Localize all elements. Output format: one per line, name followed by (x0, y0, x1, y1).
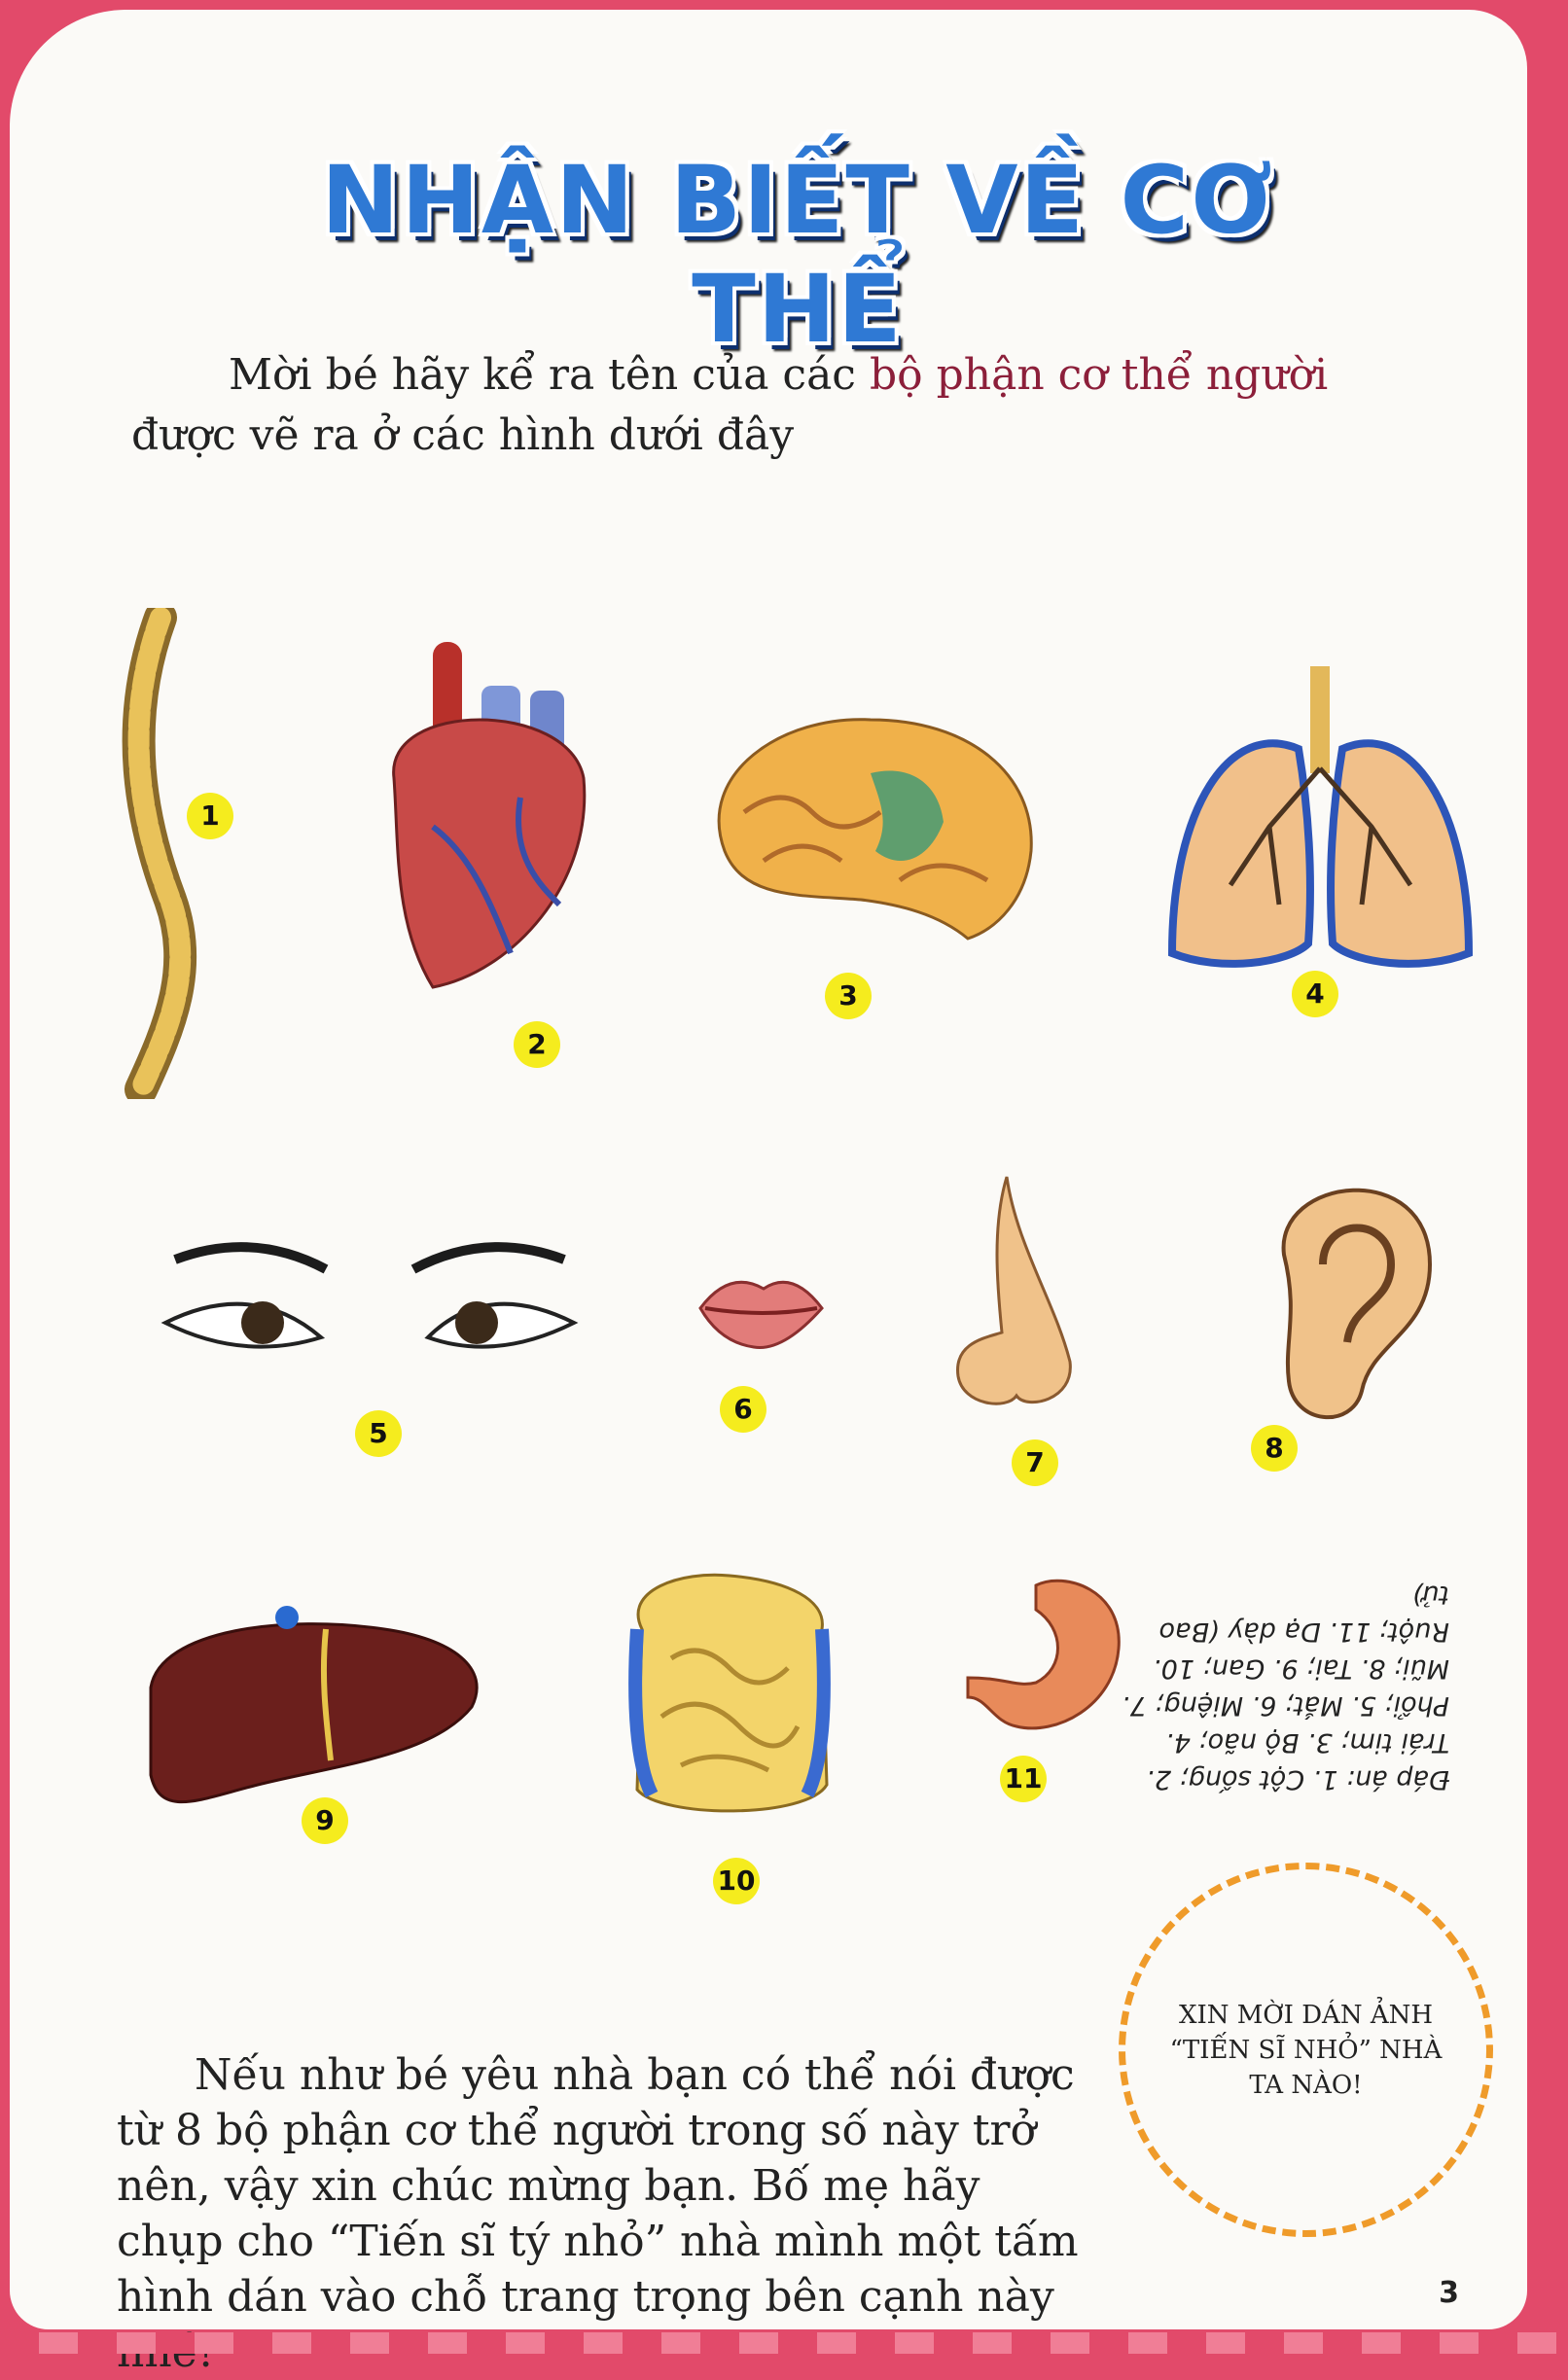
bottom-decoration (0, 2332, 1568, 2354)
organ-number: 1 (187, 793, 233, 839)
organ-number: 6 (720, 1386, 766, 1433)
organ-number: 8 (1251, 1425, 1298, 1472)
organ-number: 11 (1000, 1756, 1047, 1802)
intro-text: Mời bé hãy kể ra tên của các bộ phận cơ thể người được vẽ ra ở các hình dưới đây (131, 350, 1329, 460)
closing-text: Nếu như bé yêu nhà bạn có thể nói được từ 8 bộ phận cơ thể người trong số này trở nên, vậy xin chúc mừng bạn. Bố mẹ hãy chụp cho “Tiến sĩ tý nhỏ” nhà mình một tấm hình dán vào chỗ trang trọng bên cạnh này (117, 2050, 1079, 2322)
intestines-icon (623, 1561, 832, 1819)
organ-number: 3 (825, 973, 872, 1019)
page-number: 3 (1439, 2276, 1459, 2310)
mouth-icon (695, 1264, 827, 1352)
photo-placeholder (1119, 1863, 1493, 2237)
lungs-icon (1162, 661, 1479, 977)
organ-number: 7 (1012, 1439, 1058, 1486)
liver-icon (141, 1600, 486, 1819)
page-title: NHẬN BIẾT VỀ CƠ THỂ (321, 146, 1274, 364)
eyes-icon (156, 1230, 584, 1367)
nose-icon (948, 1167, 1085, 1415)
organ-number: 2 (514, 1021, 560, 1068)
organ-number: 4 (1292, 971, 1338, 1017)
answer-key: Đáp án: 1. Cột sống; 2. Trái tim; 3. Bộ não; 4. Phổi; 5. Mắt; 6. Miệng; 7. Mũi; 8. Tai; 9. Gan; 10. Ruột; 11. Dạ dày (Bao tử) (1122, 1580, 1449, 1794)
organ-number: 9 (302, 1797, 348, 1844)
heart-icon (374, 632, 598, 997)
organ-number: 10 (713, 1858, 760, 1904)
organ-number: 5 (355, 1410, 402, 1457)
stomach-icon (958, 1571, 1128, 1741)
intro-highlight: bộ phận cơ thể người (869, 350, 1329, 400)
photo-placeholder-text: XIN MỜI DÁN ẢNH “TIẾN SĨ NHỎ” NHÀ TA NÀO! (1169, 2000, 1443, 2100)
book-page (10, 10, 1527, 2329)
brain-icon (705, 705, 1041, 943)
spine-icon (102, 608, 209, 1099)
ear-icon (1255, 1157, 1440, 1430)
